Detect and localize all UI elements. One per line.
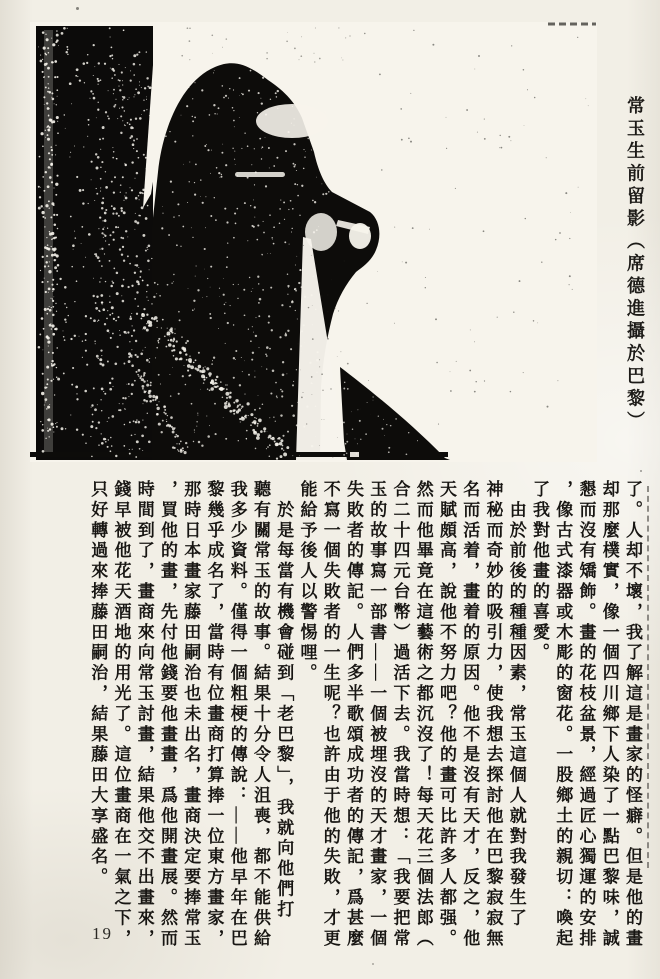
photo-bottom-edge (30, 452, 448, 457)
text-column: 然而他畢竟在這藝術之都沉沒了！每天花三個法郎（ (413, 480, 433, 950)
paper-speck (372, 963, 374, 965)
forehead-highlight (256, 104, 328, 138)
brow-highlight (235, 172, 285, 177)
text-column: 黎幾乎成名了，當時有位畫商打算捧一位東方畫家， (204, 480, 224, 950)
text-column: 神秘而奇妙的吸引力，使我想去探討他在巴黎寂寂無 (483, 480, 503, 950)
glasses-lens-highlight (349, 223, 371, 249)
text-column: 失敗者的傳記。人們多半歌頌成功者的傳記，爲甚麼 (344, 480, 363, 950)
text-column: 於是每當有機會碰到「老巴黎」，我就向他們打 (274, 480, 294, 921)
text-column: 合二十四元台幣）過活下去。我當時想：「我要把常 (390, 480, 410, 950)
text-column: 能給予後人以警惕哩。 (297, 480, 317, 684)
text-column: ，買他的畫，先付他錢要他畫畫，爲他開畫展。然而 (158, 480, 177, 950)
text-column: 名而活着，畫着的原因。他不是沒有天才，反之，他 (460, 480, 480, 950)
fold-mark-dashes (647, 486, 649, 868)
text-column: 天賦頗高，說他不努力吧？他的畫可比許多人都强。 (437, 480, 456, 950)
bottom-edge-gap (350, 452, 359, 457)
article-text (86, 480, 644, 954)
text-column: 時間到了，畫商來向常玉討畫，結果他交不出畫來， (134, 480, 154, 950)
text-column: 錢早被他花天酒地的用光了。這位畫商在一氣之下， (111, 480, 131, 950)
text-column: ，像古式漆器或木彫的窗花。一股鄉土的親切：喚起 (553, 480, 573, 950)
text-column: 聽有關常玉的故事。結果十分令人沮喪，都不能供給 (251, 480, 270, 950)
photo-caption: 常玉生前留影（席德進攝於巴黎） (625, 96, 645, 434)
text-column: 了。人却不壞，我了解這是畫家的怪癖。但是他的畫 (623, 480, 642, 950)
text-column: 那時日本畫家藤田嗣治也未出名，畫商決定要捧常玉 (181, 480, 201, 950)
text-column: 懇而沒有矯飾。畫的花枝盆景，經過匠心獨運的安排 (576, 480, 596, 950)
text-column: 只好轉過來捧藤田嗣治，結果藤田大享盛名。 (88, 480, 108, 888)
text-column: 由於前後的種種因素，常玉這個人就對我發生了 (506, 480, 526, 929)
text-column: 玉的故事寫一部書——一個被埋沒的天才畫家，一個 (367, 480, 387, 950)
portrait-photo-image (30, 22, 597, 462)
page-number: 19 (92, 924, 113, 943)
text-column: 却那麼樸實，像一個四川鄉下人染了一點巴黎味，誠 (599, 480, 619, 950)
portrait-photo (30, 22, 597, 462)
text-column: 我多少資料。僅得一個粗梗的傳說：——他早年在巴 (227, 480, 247, 950)
paper-speck (76, 7, 79, 10)
paper-speck (640, 470, 642, 472)
text-column: 不寫一個失敗者的一生呢？也許由于他的失敗，才更 (320, 480, 340, 950)
text-column: 了我對他畫的喜愛。 (530, 480, 549, 664)
door-frame (36, 26, 153, 460)
